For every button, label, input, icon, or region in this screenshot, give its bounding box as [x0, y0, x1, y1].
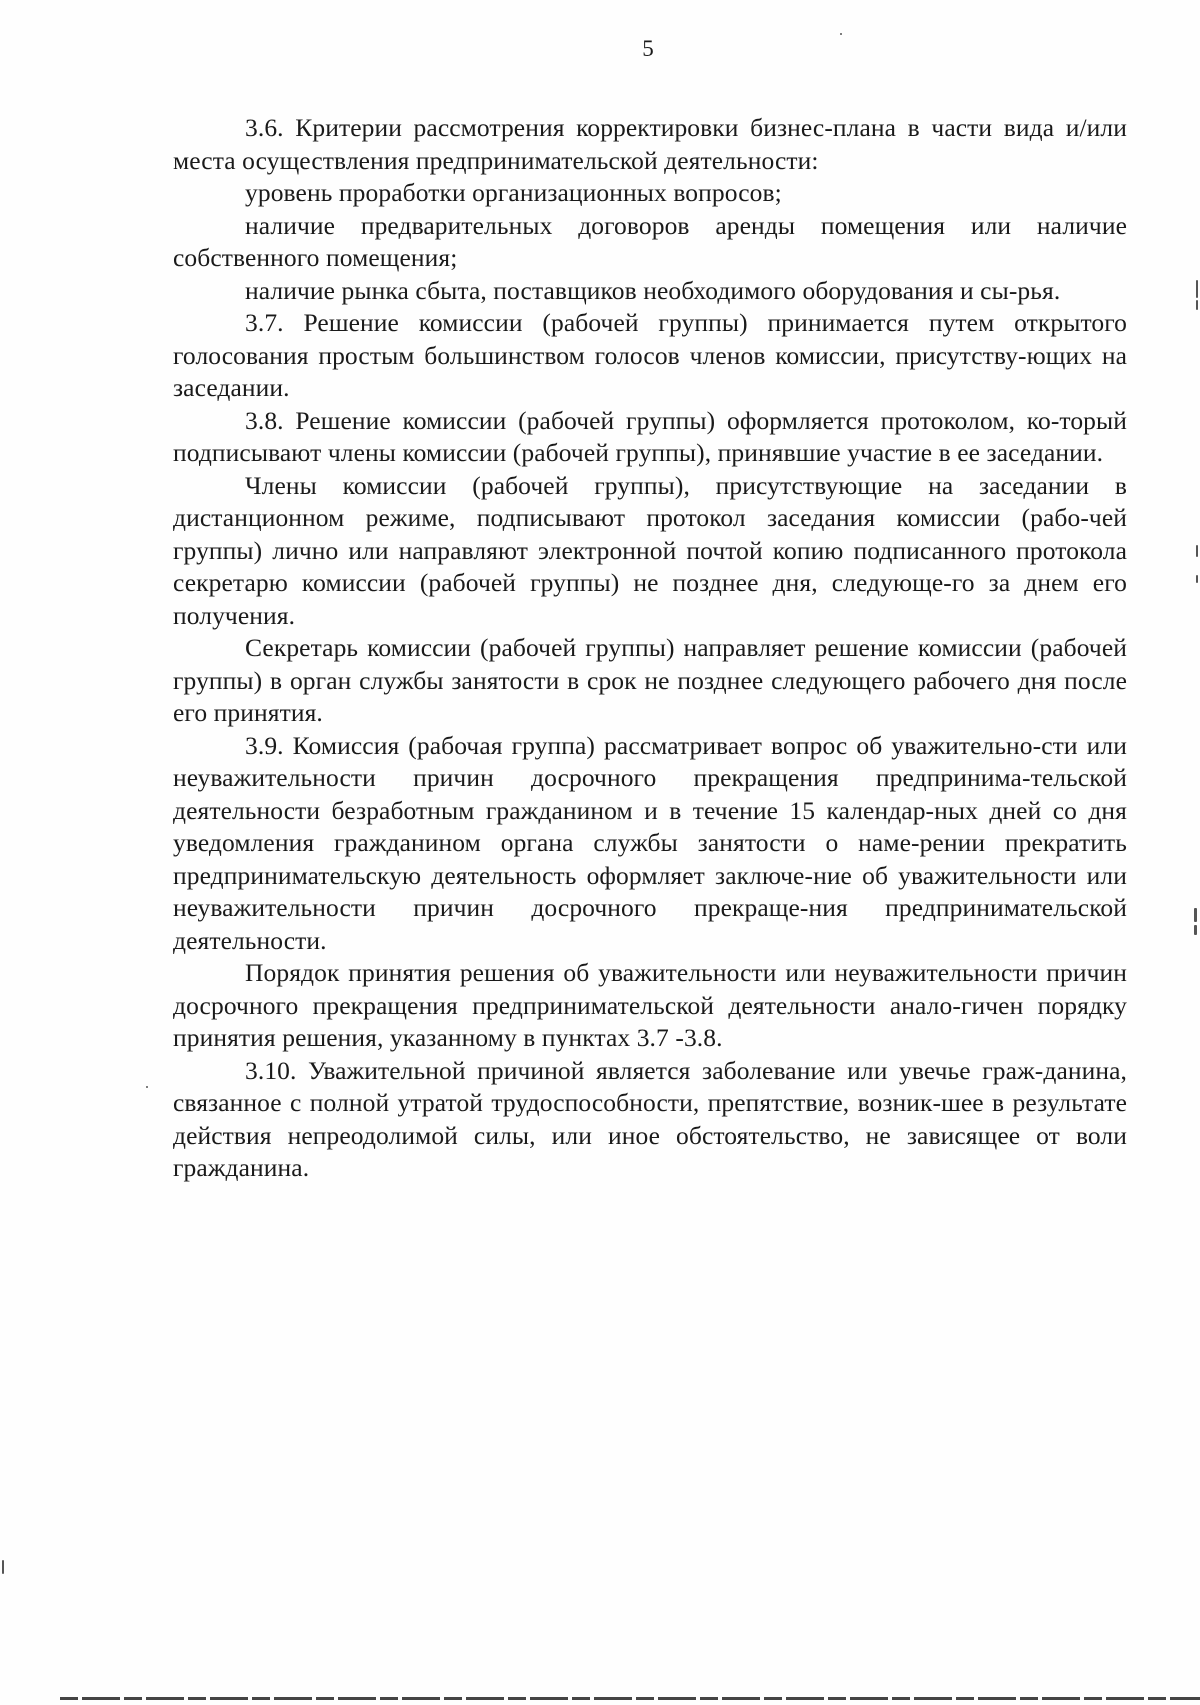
scan-speck — [1196, 300, 1198, 310]
paragraph-3-6-item-1: уровень проработки организационных вопросов; — [245, 178, 782, 207]
scan-speck — [840, 33, 842, 35]
paragraph-3-6-item-2: наличие предварительных договоров аренды помещения или наличие собственного помещения; — [173, 210, 1127, 272]
paragraph-3-6: 3.6. Критерии рассмотрения корректировки бизнес-плана в части вида и/или места осуществления предпринимательской деятельности: — [173, 113, 1127, 175]
paragraph-3-6-item-3: наличие рынка сбыта, поставщиков необходимого оборудования и сы-рья. — [245, 275, 1061, 305]
scan-speck — [1196, 545, 1198, 557]
scan-speck — [1196, 280, 1198, 298]
scan-speck — [146, 1086, 148, 1088]
page-number: 5 — [642, 36, 654, 61]
paragraph-3-9-procedure: Порядок принятия решения об уважительности или неуважительности причин досрочного прекращения предпринимательской деятельности анало-гичен порядку принятия решения, указанному в пунктах 3.7 -3.8. — [173, 958, 1127, 1052]
scan-speck — [1194, 908, 1197, 922]
paragraph-3-9: 3.9. Комиссия (рабочая группа) рассматривает вопрос об уважительно-сти или неуважительности причин досрочного прекращения предпринима-тельской деятельности безработным гражданином и в течение 15 календар-ных дней со дня уведомления гражданином органа службы занятости о наме-рении прекратить предпринимательскую деятельность оформляет заключе-ние об уважительности или неуважительности причин досрочного прекраще-ния предпринимательской деятельности. — [173, 730, 1127, 955]
scan-speck — [1194, 925, 1197, 935]
paragraph-3-7: 3.7. Решение комиссии (рабочей группы) принимается путем открытого голосования простым большинством голосов членов комиссии, присутству-ющих на заседании. — [173, 308, 1127, 402]
scan-speck — [1196, 575, 1198, 583]
paragraph-3-8-remote: Члены комиссии (рабочей группы), присутствующие на заседании в дистанционном режиме, подписывают протокол заседания комиссии (рабо-чей группы) лично или направляют электронной почтой копию подписанного протокола секретарю комиссии (рабочей группы) не позднее дня, следующе-го за днем его получения. — [173, 470, 1127, 630]
scan-bottom-edge — [60, 1697, 1200, 1700]
scan-speck — [2, 1560, 4, 1574]
paragraph-3-10: 3.10. Уважительной причиной является заболевание или увечье граж-данина, связанное с полной утратой трудоспособности, препятствие, возник-шее в результате действия непреодолимой силы, или иное обстоятельство, не зависящее от воли гражданина. — [173, 1055, 1127, 1182]
paragraph-3-8-secretary: Секретарь комиссии (рабочей группы) направляет решение комиссии (рабочей группы) в орган службы занятости в срок не позднее следующего рабочего дня после его принятия. — [173, 633, 1127, 727]
document-body — [173, 112, 1127, 1185]
paragraph-3-8: 3.8. Решение комиссии (рабочей группы) оформляется протоколом, ко-торый подписывают члены комиссии (рабочей группы), принявшие участие в ее заседании. — [173, 405, 1127, 467]
